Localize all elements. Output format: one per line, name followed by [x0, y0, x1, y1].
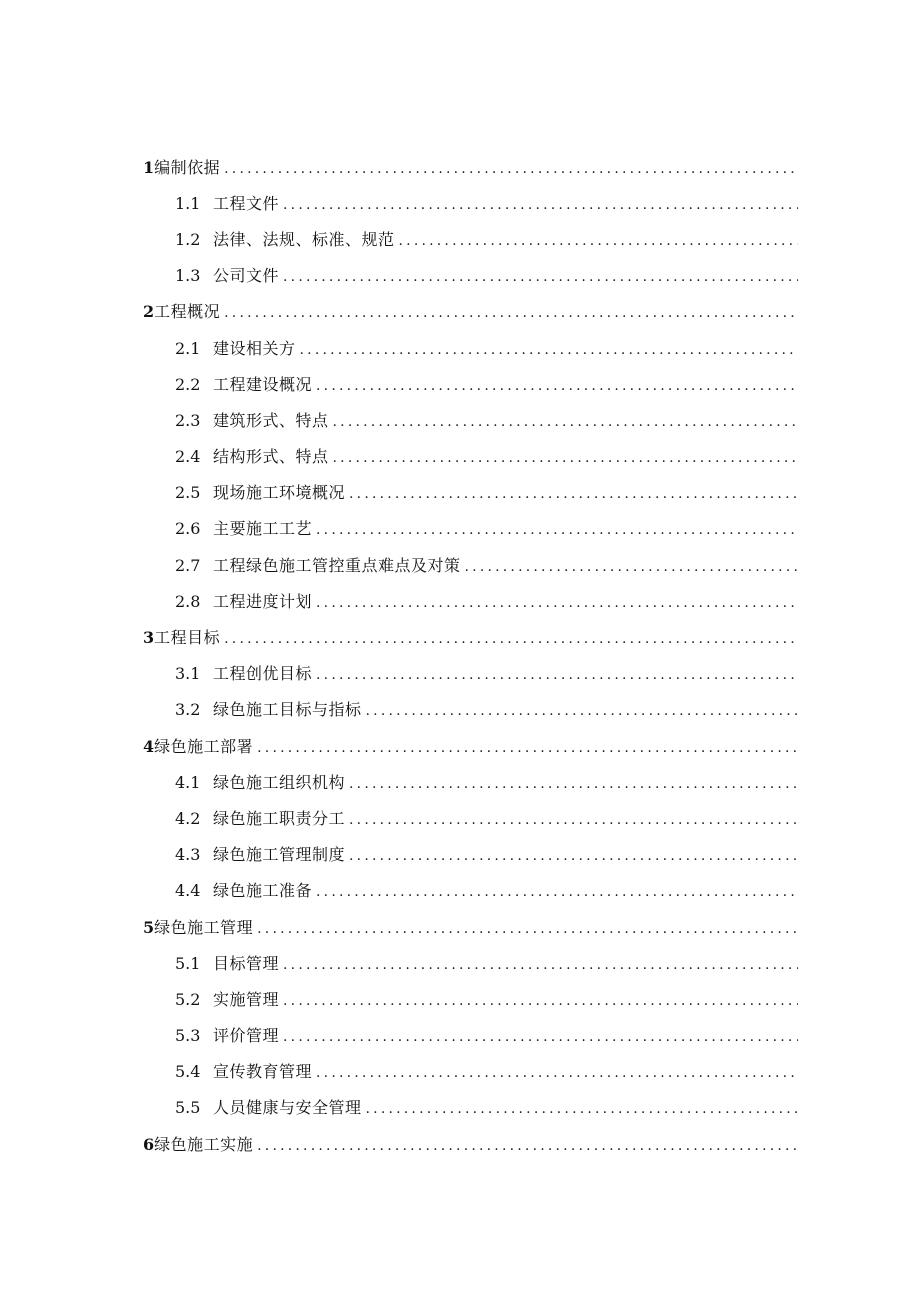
toc-entry-line	[143, 299, 798, 322]
toc-entry-line	[175, 697, 798, 720]
toc-entry-title: 宣传教育管理	[213, 1062, 313, 1082]
toc-section-entry[interactable]	[0, 836, 920, 872]
dot-leader	[224, 305, 798, 321]
toc-entry-title: 工程创优目标	[213, 664, 313, 684]
toc-entry-title: 工程目标	[154, 628, 221, 648]
toc-chapter-entry[interactable]	[0, 727, 920, 763]
toc-entry-number: 1.3	[175, 266, 201, 286]
toc-entry-number: 3.1	[175, 664, 201, 684]
dot-leader	[333, 450, 798, 466]
toc-section-entry[interactable]	[0, 944, 920, 980]
toc-entry-line	[175, 372, 798, 395]
toc-section-entry[interactable]	[0, 257, 920, 293]
toc-section-entry[interactable]	[0, 546, 920, 582]
dot-leader	[257, 740, 798, 756]
toc-entry-number: 6	[143, 1134, 155, 1154]
toc-entry-title: 绿色施工组织机构	[213, 772, 346, 792]
toc-entry-title: 建设相关方	[213, 338, 296, 358]
toc-entry-line	[175, 516, 798, 539]
toc-entry-title: 绿色施工部署	[154, 736, 254, 756]
toc-section-entry[interactable]	[0, 763, 920, 799]
toc-entry-number: 2.1	[175, 338, 201, 358]
toc-entry-line	[175, 878, 798, 901]
toc-entry-line	[175, 191, 798, 214]
dot-leader	[349, 848, 798, 864]
toc-entry-title: 目标管理	[213, 953, 280, 973]
toc-entry-title: 绿色施工管理	[154, 917, 254, 937]
dot-leader	[349, 776, 798, 792]
toc-entry-number: 5.3	[175, 1026, 201, 1046]
toc-section-entry[interactable]	[0, 474, 920, 510]
toc-section-entry[interactable]	[0, 799, 920, 835]
toc-entry-number: 5.2	[175, 989, 201, 1009]
toc-section-entry[interactable]	[0, 655, 920, 691]
toc-entry-line	[175, 263, 798, 286]
toc-entry-number: 4	[143, 736, 155, 756]
toc-entry-number: 5.1	[175, 953, 201, 973]
toc-entry-number: 5.4	[175, 1062, 201, 1082]
toc-entry-title: 工程绿色施工管控重点难点及对策	[213, 555, 461, 575]
toc-entry-number: 5.5	[175, 1098, 201, 1118]
toc-entry-title: 绿色施工目标与指标	[213, 700, 362, 720]
dot-leader	[333, 414, 798, 430]
toc-entry-number: 2.5	[175, 483, 201, 503]
toc-section-entry[interactable]	[0, 1017, 920, 1053]
toc-entry-line	[175, 842, 798, 865]
dot-leader	[283, 197, 798, 213]
dot-leader	[283, 269, 798, 285]
dot-leader	[366, 1101, 798, 1117]
toc-entry-title: 绿色施工职责分工	[213, 808, 346, 828]
toc-entry-number: 2.3	[175, 410, 201, 430]
toc-chapter-entry[interactable]	[0, 1125, 920, 1161]
toc-entry-line	[175, 227, 798, 250]
toc-section-entry[interactable]	[0, 329, 920, 365]
toc-entry-title: 建筑形式、特点	[213, 410, 329, 430]
toc-entry-line	[143, 1132, 798, 1155]
toc-entry-title: 绿色施工准备	[213, 881, 313, 901]
toc-entry-line	[175, 553, 798, 576]
toc-section-entry[interactable]	[0, 1089, 920, 1125]
toc-entry-line	[175, 987, 798, 1010]
toc-entry-number: 1	[143, 157, 155, 177]
toc-entry-number: 2.4	[175, 447, 201, 467]
dot-leader	[283, 957, 798, 973]
toc-entry-line	[143, 734, 798, 757]
toc-section-entry[interactable]	[0, 401, 920, 437]
toc-entry-line	[143, 625, 798, 648]
dot-leader	[399, 233, 798, 249]
toc-entry-line	[175, 444, 798, 467]
toc-entry-number: 2.2	[175, 374, 201, 394]
toc-entry-number: 2.8	[175, 591, 201, 611]
toc-section-entry[interactable]	[0, 872, 920, 908]
toc-entry-title: 法律、法规、标准、规范	[213, 229, 395, 249]
dot-leader	[283, 993, 798, 1009]
dot-leader	[257, 921, 798, 937]
toc-entry-line	[175, 806, 798, 829]
toc-entry-title: 评价管理	[213, 1026, 280, 1046]
toc-entry-line	[175, 589, 798, 612]
toc-section-entry[interactable]	[0, 438, 920, 474]
toc-entry-line	[175, 770, 798, 793]
toc-entry-number: 4.1	[175, 772, 201, 792]
dot-leader	[257, 1138, 798, 1154]
toc-section-entry[interactable]	[0, 582, 920, 618]
toc-entry-title: 编制依据	[154, 157, 221, 177]
toc-entry-title: 主要施工工艺	[213, 519, 313, 539]
dot-leader	[316, 595, 798, 611]
toc-entry-number: 4.2	[175, 808, 201, 828]
toc-entry-title: 工程概况	[154, 302, 221, 322]
dot-leader	[283, 1029, 798, 1045]
toc-section-entry[interactable]	[0, 691, 920, 727]
toc-section-entry[interactable]	[0, 365, 920, 401]
toc-entry-line	[175, 1059, 798, 1082]
toc-entry-number: 1.1	[175, 193, 201, 213]
dot-leader	[224, 631, 798, 647]
toc-section-entry[interactable]	[0, 1053, 920, 1089]
dot-leader	[349, 486, 798, 502]
toc-entry-number: 3	[143, 628, 155, 648]
dot-leader	[349, 812, 798, 828]
toc-entry-line	[175, 1095, 798, 1118]
toc-entry-title: 绿色施工实施	[154, 1134, 254, 1154]
toc-entry-line	[175, 408, 798, 431]
dot-leader	[300, 342, 798, 358]
toc-section-entry[interactable]	[0, 980, 920, 1016]
toc-chapter-entry[interactable]	[0, 148, 920, 184]
toc-entry-title: 绿色施工管理制度	[213, 845, 346, 865]
dot-leader	[316, 667, 798, 683]
dot-leader	[465, 559, 798, 575]
toc-entry-line	[175, 1023, 798, 1046]
table-of-contents	[0, 148, 920, 1161]
toc-entry-title: 结构形式、特点	[213, 447, 329, 467]
toc-entry-line	[143, 915, 798, 938]
dot-leader	[316, 884, 798, 900]
toc-entry-title: 实施管理	[213, 989, 280, 1009]
toc-entry-line	[175, 661, 798, 684]
dot-leader	[366, 703, 798, 719]
toc-section-entry[interactable]	[0, 184, 920, 220]
toc-entry-title: 公司文件	[213, 266, 280, 286]
toc-entry-number: 3.2	[175, 700, 201, 720]
toc-entry-line	[175, 336, 798, 359]
toc-entry-number: 4.4	[175, 881, 201, 901]
dot-leader	[316, 378, 798, 394]
toc-section-entry[interactable]	[0, 220, 920, 256]
toc-entry-number: 2.7	[175, 555, 201, 575]
toc-entry-title: 现场施工环境概况	[213, 483, 346, 503]
toc-entry-title: 人员健康与安全管理	[213, 1098, 362, 1118]
toc-entry-title: 工程文件	[213, 193, 280, 213]
dot-leader	[224, 161, 798, 177]
toc-entry-line	[175, 480, 798, 503]
toc-entry-number: 2	[143, 302, 155, 322]
dot-leader	[316, 522, 798, 538]
toc-chapter-entry[interactable]	[0, 618, 920, 654]
toc-entry-line	[143, 155, 798, 178]
toc-entry-title: 工程建设概况	[213, 374, 313, 394]
dot-leader	[316, 1065, 798, 1081]
toc-entry-title: 工程进度计划	[213, 591, 313, 611]
toc-entry-number: 4.3	[175, 845, 201, 865]
toc-entry-number: 2.6	[175, 519, 201, 539]
toc-entry-line	[175, 951, 798, 974]
toc-entry-number: 5	[143, 917, 155, 937]
toc-chapter-entry[interactable]	[0, 293, 920, 329]
toc-entry-number: 1.2	[175, 229, 201, 249]
toc-chapter-entry[interactable]	[0, 908, 920, 944]
toc-section-entry[interactable]	[0, 510, 920, 546]
